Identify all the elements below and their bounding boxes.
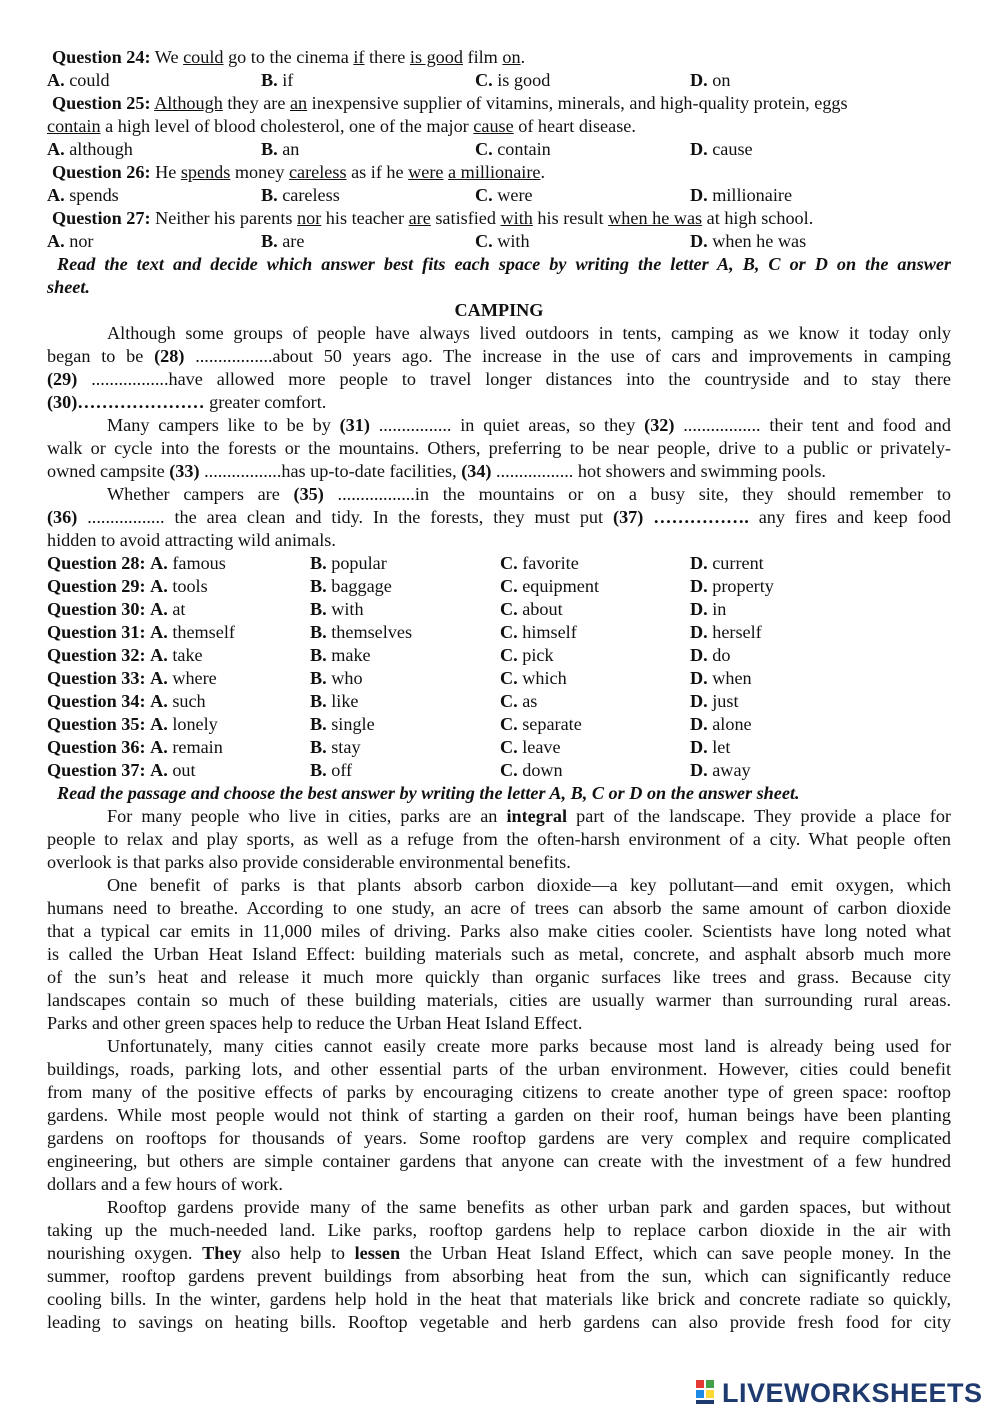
passage-p1-line-3: overlook is that parks also provide considerable environmental benefits. (47, 852, 571, 872)
option-d: D. alone (690, 714, 752, 734)
cloze-question-row (47, 552, 951, 575)
logo-text: LIVEWORKSHEETS (722, 1377, 983, 1408)
text: Neither his parents (155, 208, 297, 228)
question-label: Question 26: (52, 162, 151, 182)
question-25-line-2 (47, 115, 951, 138)
option-d: D. millionaire (690, 185, 793, 205)
cloze-question-row (47, 644, 951, 667)
option-a: Question 30: A. at (47, 599, 186, 619)
option-b: B. like (310, 691, 359, 711)
option-b: B. single (310, 714, 375, 734)
option-b: B. stay (310, 737, 361, 757)
text: . (520, 47, 526, 67)
option-b: B. make (310, 645, 371, 665)
option-a: Question 32: A. take (47, 645, 203, 665)
question-label: Question 25: (52, 93, 151, 113)
underlined-text: with (500, 208, 533, 228)
underlined-text: are (408, 208, 431, 228)
underlined-text: cause (473, 116, 514, 136)
underlined-text: nor (297, 208, 322, 228)
underlined-text: contain (47, 116, 101, 136)
logo-icon (696, 1380, 718, 1406)
cloze-question-row (47, 759, 951, 782)
underlined-text: could (183, 47, 224, 67)
option-c: C. favorite (500, 553, 579, 573)
option-b: B. if (261, 70, 294, 90)
option-a: Question 28: A. famous (47, 553, 226, 573)
option-c: C. down (500, 760, 563, 780)
underlined-text: when he was (608, 208, 703, 228)
passage-p3-line-4: gardens. While most people would not think of starting a garden on their roof, human beings have been planting (47, 1105, 951, 1125)
option-c: C. separate (500, 714, 582, 734)
question-24-options (47, 69, 951, 92)
option-a: Question 31: A. themself (47, 622, 235, 642)
option-a: Question 35: A. lonely (47, 714, 218, 734)
passage-p2-line-5: of the sun’s heat and release it much more quickly than organic surfaces like trees and grass. Because city (47, 967, 951, 987)
option-a: Question 33: A. where (47, 668, 217, 688)
question-25 (47, 92, 951, 115)
underlined-text: spends (180, 162, 231, 182)
cloze-question-row (47, 575, 951, 598)
option-d: D. when he was (690, 231, 807, 251)
camping-p2-line-1: Many campers like to be by (31) ................ in quiet areas, so they (32) ................. their tent and food and (107, 415, 951, 435)
option-c: C. equipment (500, 576, 600, 596)
option-b: B. off (310, 760, 353, 780)
option-b: B. who (310, 668, 363, 688)
liveworksheets-logo (696, 1378, 983, 1408)
option-c: C. contain (475, 139, 551, 159)
cloze-question-row (47, 667, 951, 690)
passage-p4-line-3: nourishing oxygen. They also help to lessen the Urban Heat Island Effect, which can save people money. In the (47, 1243, 951, 1263)
passage-p3-line-3: from many of the positive effects of parks by encouraging citizens to create another type of green space: rooftop (47, 1082, 951, 1102)
option-c: C. with (475, 231, 530, 251)
passage-p2-line-1: One benefit of parks is that plants absorb carbon dioxide—a key pollutant—and emit oxygen, which (107, 875, 951, 895)
passage-p2-line-2: humans need to breathe. According to one study, an acre of trees can absorb the same amount of carbon dioxide (47, 898, 951, 918)
passage-p2-line-4: is called the Urban Heat Island Effect: building materials such as metal, concrete, and asphalt absorb much more (47, 944, 951, 964)
option-a: Question 37: A. out (47, 760, 196, 780)
question-26-options (47, 184, 951, 207)
text: there (364, 47, 410, 67)
camping-p1-line-1: Although some groups of people have always lived outdoors in tents, camping as we know it today only (107, 323, 951, 343)
cloze-question-row (47, 621, 951, 644)
option-a: A. could (47, 70, 110, 90)
camping-p3-line-3: hidden to avoid attracting wild animals. (47, 530, 336, 550)
option-d: D. on (690, 70, 731, 90)
text: money (230, 162, 289, 182)
option-b: B. with (310, 599, 364, 619)
camping-p2-line-3: owned campsite (33) .................has up-to-date facilities, (34) ................. hot showers and swimming pools. (47, 461, 826, 481)
option-a: Question 29: A. tools (47, 576, 208, 596)
cloze-question-row (47, 598, 951, 621)
underlined-text: on (502, 47, 521, 67)
option-b: B. popular (310, 553, 387, 573)
option-d: D. cause (690, 139, 753, 159)
option-b: B. baggage (310, 576, 392, 596)
camping-p3-line-1: Whether campers are (35) .................in the mountains or on a busy site, they should remember to (107, 484, 951, 504)
passage-p3-line-2: buildings, roads, parking lots, and other essential parts of the urban environment. However, cities could benefit (47, 1059, 951, 1079)
option-a: Question 34: A. such (47, 691, 206, 711)
option-c: C. about (500, 599, 563, 619)
text: a high level of blood cholesterol, one of the major (100, 116, 474, 136)
passage-p3-line-6: engineering, but others are simple container gardens that anyone can create with the investment of a few hundred (47, 1151, 951, 1171)
underlined-text: were (408, 162, 444, 182)
underlined-text: Although (154, 93, 223, 113)
option-c: C. as (500, 691, 538, 711)
text: We (154, 47, 184, 67)
option-d: D. just (690, 691, 739, 711)
text: his teacher (321, 208, 409, 228)
option-d: D. do (690, 645, 731, 665)
passage-p2-line-3: that a typical car emits in 11,000 miles of driving. Parks also make cities cooler. Scientists have long noted what (47, 921, 951, 941)
question-label: Question 24: (52, 47, 151, 67)
cloze-question-row (47, 690, 951, 713)
question-27-options (47, 230, 951, 253)
passage-p1-line-1: For many people who live in cities, parks are an integral part of the landscape. They provide a place for (107, 806, 951, 826)
option-d: D. current (690, 553, 764, 573)
text: go to the cinema (223, 47, 354, 67)
question-24 (47, 46, 951, 69)
question-27 (47, 207, 951, 230)
text: as if he (346, 162, 409, 182)
cloze-question-row (47, 713, 951, 736)
instruction-cloze: Read the text and decide which answer best fits each space by writing the letter A, B, C or D on the answer (57, 254, 951, 274)
cloze-question-row (47, 736, 951, 759)
option-a: A. although (47, 139, 133, 159)
text: at high school. (702, 208, 814, 228)
underlined-text: careless (288, 162, 347, 182)
option-c: C. which (500, 668, 567, 688)
underlined-text: a millionaire (448, 162, 541, 182)
text: . (540, 162, 546, 182)
option-c: C. himself (500, 622, 577, 642)
option-d: D. let (690, 737, 731, 757)
camping-p1-line-4: (30)………………… greater comfort. (47, 392, 327, 412)
passage-p3-line-1: Unfortunately, many cities cannot easily create more parks because most land is already being used for (107, 1036, 951, 1056)
passage-p4-line-4: summer, rooftop gardens prevent buildings from absorbing heat from the sun, which can significantly reduce (47, 1266, 951, 1286)
passage-p4-line-2: taking up the much-needed land. Like parks, rooftop gardens help to replace carbon dioxide in the air with (47, 1220, 951, 1240)
option-b: B. an (261, 139, 300, 159)
text: of heart disease. (513, 116, 636, 136)
passage-p4-line-6: leading to savings on heating bills. Rooftop vegetable and herb gardens can also provide fresh food for city (47, 1312, 951, 1332)
underlined-text: an (289, 93, 308, 113)
text: his result (532, 208, 609, 228)
passage-p4-line-5: cooling bills. In the winter, gardens help hold in the heat that materials like brick and concrete radiate so quickly, (47, 1289, 951, 1309)
camping-p3-line-2: (36) ................. the area clean and tidy. In the forests, they must put (37) ……………. any fires and keep food (47, 507, 951, 527)
option-b: B. themselves (310, 622, 413, 642)
question-26 (47, 161, 951, 184)
option-c: C. were (475, 185, 533, 205)
text: film (462, 47, 503, 67)
passage-p1-line-2: people to relax and play sports, as well as a refuge from the often-harsh environment of a city. What people often (47, 829, 951, 849)
camping-p1-line-2: began to be (28) .................about 50 years ago. The increase in the use of cars and improvements in camping (47, 346, 951, 366)
underlined-text: is good (409, 47, 463, 67)
worksheet-page (47, 46, 951, 1334)
question-label: Question 27: (52, 208, 151, 228)
text: they are (222, 93, 290, 113)
camping-p1-line-3: (29) .................have allowed more people to travel longer distances into the countryside and to stay there (47, 369, 951, 389)
option-c: C. leave (500, 737, 561, 757)
passage-p4-line-1: Rooftop gardens provide many of the same benefits as other urban park and garden spaces, but without (107, 1197, 951, 1217)
passage-title: CAMPING (454, 300, 544, 320)
text: He (155, 162, 181, 182)
option-d: D. herself (690, 622, 762, 642)
passage-p2-line-6: landscapes contain so much of these building materials, cities are usually warmer than surrounding rural areas. (47, 990, 951, 1010)
instruction-reading: Read the passage and choose the best answer by writing the letter A, B, C or D on the answer sheet. (57, 783, 800, 803)
text: satisfied (430, 208, 501, 228)
option-d: D. in (690, 599, 727, 619)
option-d: D. away (690, 760, 751, 780)
passage-p3-line-5: gardens on rooftops for thousands of years. Some rooftop gardens are very complex and require complicated (47, 1128, 951, 1148)
passage-p2-line-7: Parks and other green spaces help to reduce the Urban Heat Island Effect. (47, 1013, 583, 1033)
option-c: C. pick (500, 645, 554, 665)
text: inexpensive supplier of vitamins, minerals, and high-quality protein, eggs (307, 93, 848, 113)
instruction-cloze-line-2: sheet. (47, 277, 90, 297)
option-b: B. are (261, 231, 305, 251)
camping-p2-line-2: walk or cycle into the forests or the mountains. Others, preferring to be near people, drive to a public or privately- (47, 438, 951, 458)
option-a: Question 36: A. remain (47, 737, 223, 757)
option-b: B. careless (261, 185, 340, 205)
option-a: A. spends (47, 185, 119, 205)
question-25-options (47, 138, 951, 161)
option-a: A. nor (47, 231, 94, 251)
cloze-question-list (47, 552, 951, 782)
option-c: C. is good (475, 70, 551, 90)
option-d: D. when (690, 668, 752, 688)
option-d: D. property (690, 576, 774, 596)
passage-p3-line-7: dollars and a few hours of work. (47, 1174, 283, 1194)
underlined-text: if (353, 47, 365, 67)
